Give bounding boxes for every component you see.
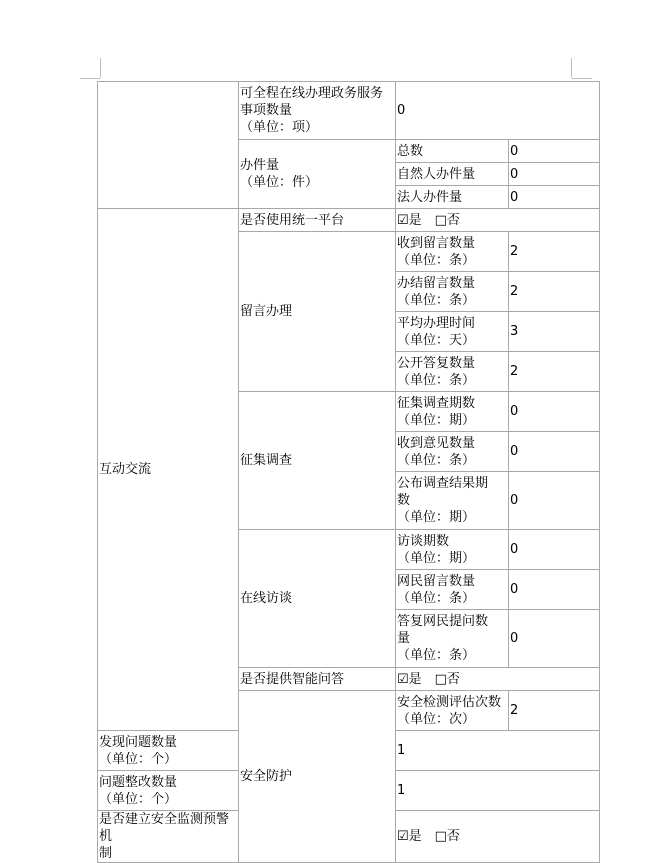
survey-opinions-value: 0 — [509, 432, 600, 472]
handled-natural-person-value: 0 — [509, 163, 600, 186]
survey-label: 征集调查 — [239, 392, 396, 530]
handled-total-value: 0 — [509, 140, 600, 163]
smart-qa-label: 是否提供智能问答 — [239, 668, 396, 691]
survey-periods-label: 征集调查期数 （单位：期） — [396, 392, 509, 432]
table-row — [98, 209, 600, 232]
crop-mark-right-horizontal — [572, 78, 592, 79]
handled-total-label: 总数 — [396, 140, 509, 163]
section-cell-gov-service — [98, 82, 239, 209]
interview-messages-label: 网民留言数量 （单位：条） — [396, 570, 509, 610]
smart-qa-value: ☑是 □否 — [396, 668, 600, 691]
online-items-label: 可全程在线办理政务服务 事项数量 （单位：项） — [239, 82, 396, 140]
survey-results-label: 公布调查结果期 数 （单位：期） — [396, 472, 509, 530]
security-tests-value: 2 — [509, 691, 600, 731]
handled-label: 办件量 （单位：件） — [239, 140, 396, 209]
table-row — [98, 82, 600, 140]
interview-label: 在线访谈 — [239, 530, 396, 668]
crop-mark-right-vertical — [571, 58, 572, 78]
handled-natural-person-label: 自然人办件量 — [396, 163, 509, 186]
interview-replies-value: 0 — [509, 610, 600, 668]
messages-public-reply-value: 2 — [509, 352, 600, 392]
handled-legal-person-label: 法人办件量 — [396, 186, 509, 209]
warning-mechanism-value: ☑是 □否 — [396, 811, 600, 863]
section-title-security: 安全防护 — [239, 691, 396, 863]
messages-received-value: 2 — [509, 232, 600, 272]
messages-closed-value: 2 — [509, 272, 600, 312]
interview-replies-label: 答复网民提问数 量 （单位：条） — [396, 610, 509, 668]
survey-periods-value: 0 — [509, 392, 600, 432]
crop-mark-left-horizontal — [80, 78, 100, 79]
messages-avg-time-value: 3 — [509, 312, 600, 352]
statistics-table — [97, 81, 600, 863]
survey-results-value: 0 — [509, 472, 600, 530]
interview-periods-label: 访谈期数 （单位：期） — [396, 530, 509, 570]
handled-legal-person-value: 0 — [509, 186, 600, 209]
issues-fixed-value: 1 — [396, 771, 600, 811]
unified-platform-value: ☑是 □否 — [396, 209, 600, 232]
issues-fixed-label: 问题整改数量 （单位：个） — [98, 771, 239, 811]
messages-received-label: 收到留言数量 （单位：条） — [396, 232, 509, 272]
interview-periods-value: 0 — [509, 530, 600, 570]
security-tests-label: 安全检测评估次数 （单位：次） — [396, 691, 509, 731]
issues-found-label: 发现问题数量 （单位：个） — [98, 731, 239, 771]
section-title-interaction: 互动交流 — [98, 209, 239, 731]
messages-public-reply-label: 公开答复数量 （单位：条） — [396, 352, 509, 392]
issues-found-value: 1 — [396, 731, 600, 771]
messages-avg-time-label: 平均办理时间 （单位：天） — [396, 312, 509, 352]
messages-label: 留言办理 — [239, 232, 396, 392]
messages-closed-label: 办结留言数量 （单位：条） — [396, 272, 509, 312]
online-items-value: 0 — [396, 82, 600, 140]
unified-platform-label: 是否使用统一平台 — [239, 209, 396, 232]
warning-mechanism-label: 是否建立安全监测预警机 制 — [98, 811, 239, 863]
crop-mark-left-vertical — [100, 58, 101, 78]
interview-messages-value: 0 — [509, 570, 600, 610]
survey-opinions-label: 收到意见数量 （单位：条） — [396, 432, 509, 472]
